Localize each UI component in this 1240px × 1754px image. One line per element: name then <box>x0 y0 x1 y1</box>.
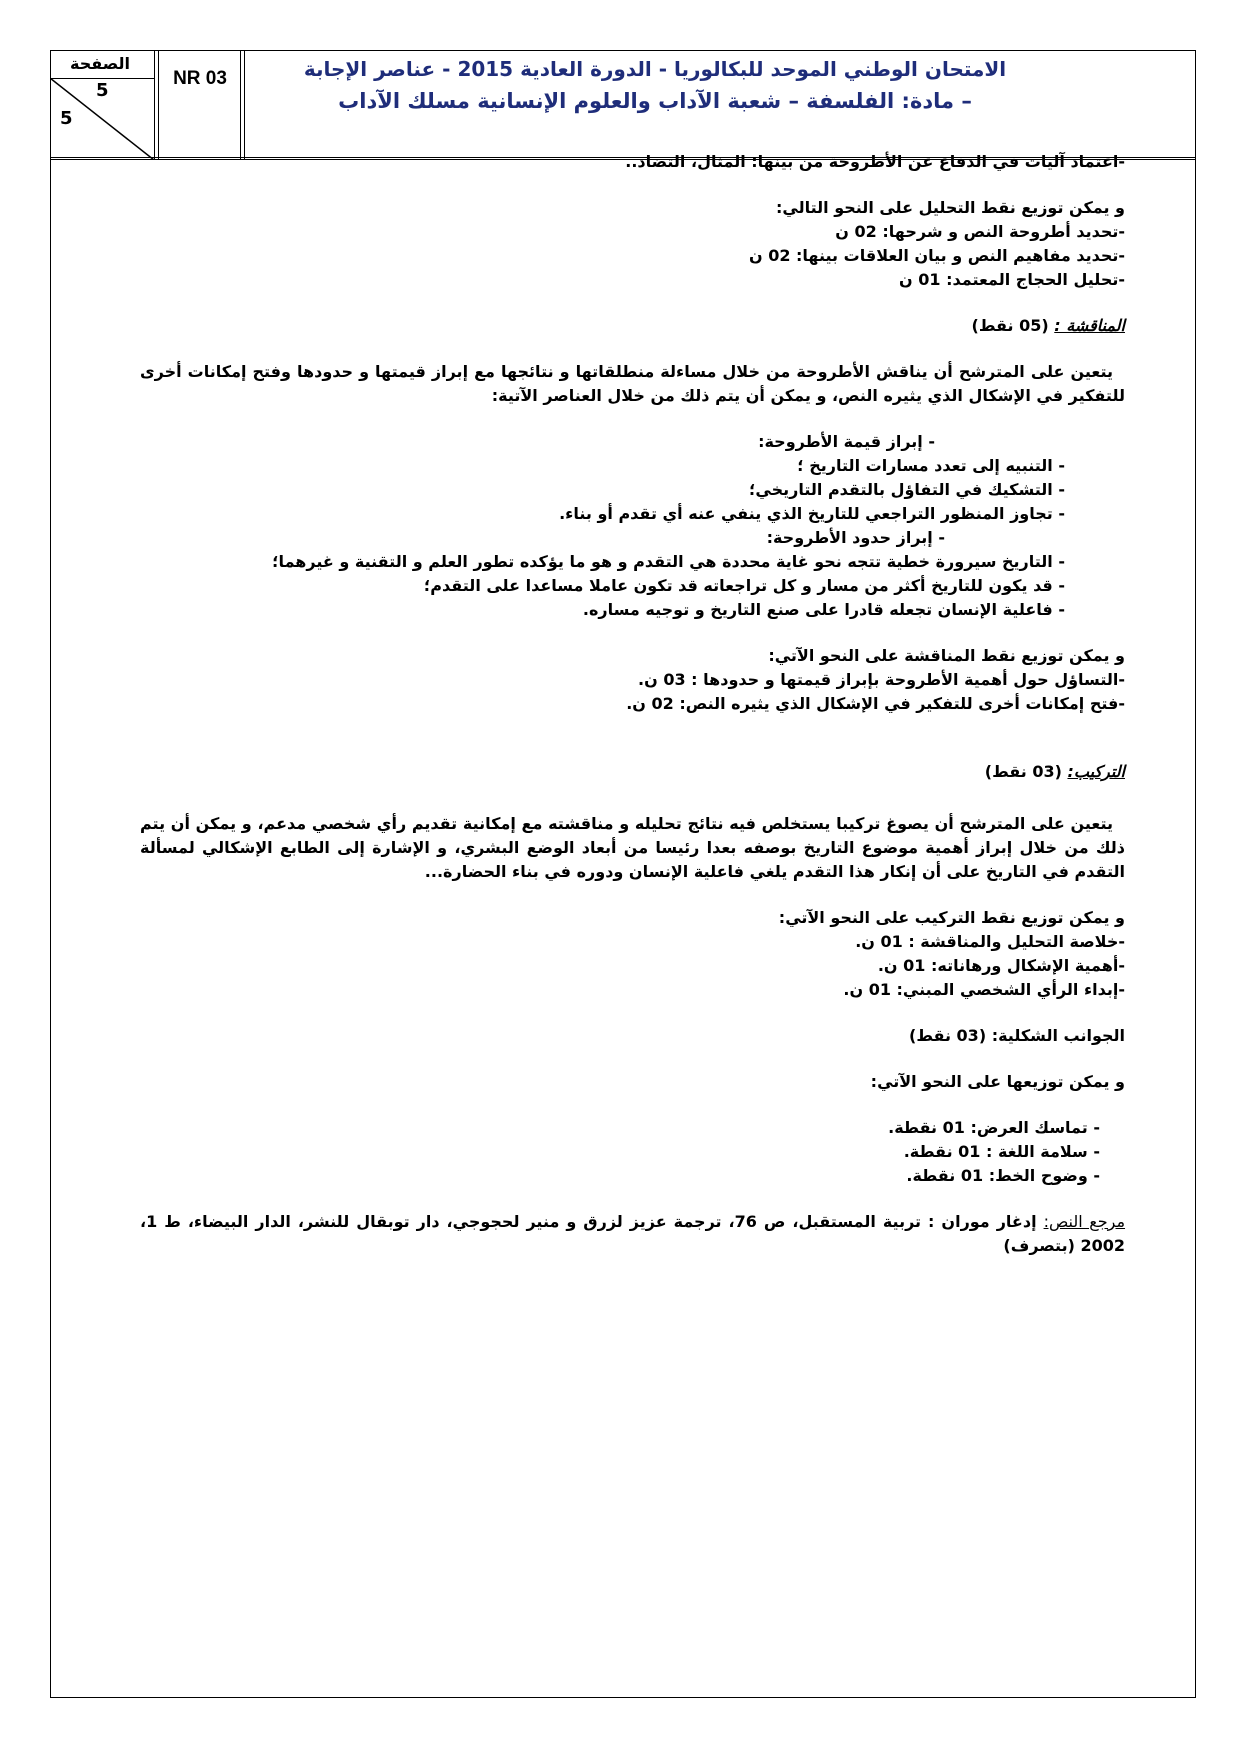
synthesis-distribution-intro: و يمكن توزيع نقط التركيب على النحو الآتي: <box>778 908 1125 927</box>
page-label: الصفحة <box>69 54 130 73</box>
discussion-distribution-item: -التساؤل حول أهمية الأطروحة بإبراز قيمتها و حدودها : 03 ن. <box>638 670 1125 689</box>
page-number: 5 <box>96 80 109 101</box>
discussion-heading-line <box>140 314 1125 338</box>
formal-distribution-intro: و يمكن توزيعها على النحو الآتي: <box>870 1072 1125 1091</box>
formal-item: - وضوح الخط: 01 نقطة. <box>906 1166 1100 1185</box>
analysis-mechanisms: -اعتماد آليات في الدفاع عن الأطروحة من بينها: المثال، التضاد.. <box>625 152 1125 171</box>
reference-label: مرجع النص: <box>1043 1212 1126 1231</box>
analysis-item: -تحديد أطروحة النص و شرحها: 02 ن <box>835 222 1125 241</box>
page-number-box <box>50 50 154 160</box>
discussion-limits-heading: - إبراز حدود الأطروحة: <box>766 528 945 547</box>
analysis-item: -تحليل الحجاج المعتمد: 01 ن <box>899 270 1125 289</box>
synthesis-points: (03 نقط) <box>984 762 1062 781</box>
header-divider <box>154 50 155 160</box>
text-reference <box>140 1210 1125 1258</box>
answer-content <box>140 150 1125 1258</box>
discussion-limits-item: - قد يكون للتاريخ أكثر من مسار و كل تراجعاته قد تكون عاملا مساعدا على التقدم؛ <box>423 576 1065 595</box>
discussion-points: (05 نقط) <box>971 316 1049 335</box>
analysis-item: -تحديد مفاهيم النص و بيان العلاقات بينها: 02 ن <box>748 246 1125 265</box>
synthesis-distribution-item: -أهمية الإشكال ورهاناته: 01 ن. <box>877 956 1125 975</box>
header-title-line1: الامتحان الوطني الموحد للبكالوريا - الدورة العادية 2015 - عناصر الإجابة <box>303 57 1007 81</box>
discussion-paragraph: يتعين على المترشح أن يناقش الأطروحة من خلال مساءلة منطلقاتها و نتائجها مع إبراز قيمتها و حدودها وفتح إمكانات أخرى للتفكير في الإشكال الذي يثيره النص، و يمكن أن يتم ذلك من خلال العناصر الآتية: <box>140 362 1125 405</box>
synthesis-heading-line <box>140 760 1125 784</box>
discussion-value-heading: - إبراز قيمة الأطروحة: <box>758 432 935 451</box>
synthesis-distribution-item: -خلاصة التحليل والمناقشة : 01 ن. <box>855 932 1125 951</box>
discussion-limits-item: - فاعلية الإنسان تجعله قادرا على صنع التاريخ و توجيه مساره. <box>582 600 1065 619</box>
header-titles <box>245 54 1065 118</box>
discussion-heading: المناقشة : <box>1054 316 1125 335</box>
formal-item: - تماسك العرض: 01 نقطة. <box>888 1118 1100 1137</box>
formal-item: - سلامة اللغة : 01 نقطة. <box>903 1142 1100 1161</box>
header-divider <box>158 50 159 160</box>
analysis-distribution-intro: و يمكن توزيع نقط التحليل على النحو التالي: <box>776 198 1125 217</box>
discussion-value-item: - التنبيه إلى تعدد مسارات التاريخ ؛ <box>797 456 1065 475</box>
synthesis-heading: التركيب: <box>1067 762 1125 781</box>
discussion-value-item: - تجاوز المنظور التراجعي للتاريخ الذي ينفي عنه أي تقدم أو بناء. <box>559 504 1065 523</box>
synthesis-paragraph: يتعين على المترشح أن يصوغ تركيبا يستخلص فيه نتائج تحليله و مناقشته مع إمكانية تقديم رأي شخصي مدعم، و يمكن أن يتم ذلك من خلال إبراز أهمية موضوع التاريخ بوصفه بعدا رئيسا من أبعاد الوضع البشري، و الإشارة إلى الطابع الإشكالي لمسألة التقدم في التاريخ على أن إنكار هذا التقدم يلغي فاعلية الإنسان ودوره في بناء الحضارة... <box>140 814 1125 881</box>
synthesis-distribution-item: -إبداء الرأي الشخصي المبني: 01 ن. <box>843 980 1125 999</box>
reference-text: إدغار موران : تربية المستقبل، ص 76، ترجمة عزيز لزرق و منير لحجوجي، دار توبقال للنشر، الدار البيضاء، ط 1، 2002 (بتصرف) <box>140 1212 1125 1255</box>
discussion-limits-item: - التاريخ سيرورة خطية تتجه نحو غاية محددة هي التقدم و هو ما يؤكده تطور العلم و التقنية و غيرهما؛ <box>272 552 1065 571</box>
discussion-distribution-intro: و يمكن توزيع نقط المناقشة على النحو الآتي: <box>768 646 1125 665</box>
page-total: 5 <box>60 108 73 129</box>
discussion-value-item: - التشكيك في التفاؤل بالتقدم التاريخي؛ <box>749 480 1065 499</box>
formal-heading: الجوانب الشكلية: (03 نقط) <box>909 1026 1125 1045</box>
discussion-distribution-item: -فتح إمكانات أخرى للتفكير في الإشكال الذي يثيره النص: 02 ن. <box>626 694 1125 713</box>
exam-code: NR 03 <box>173 68 227 89</box>
header-divider <box>240 50 241 160</box>
header-title-line2: – مادة: الفلسفة – شعبة الآداب والعلوم الإنسانية مسلك الآداب <box>338 89 972 113</box>
